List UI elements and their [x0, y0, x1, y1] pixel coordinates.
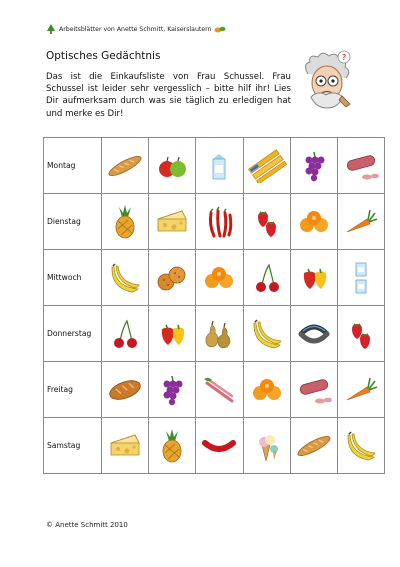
pineapple-icon — [149, 429, 195, 463]
cheese-icon — [149, 205, 195, 239]
strawberries-icon — [338, 317, 384, 351]
schedule-row — [44, 306, 385, 362]
header-text: Arbeitsblätter von Anette Schmitt, Kaiserslautern — [59, 25, 212, 33]
bread-loaf-icon — [102, 373, 148, 407]
pineapple-icon — [102, 205, 148, 239]
grapes-icon — [149, 373, 195, 407]
tree-icon — [46, 24, 56, 34]
leaf-icon — [214, 25, 226, 34]
food-cell — [290, 306, 337, 362]
copyright-footer: © Anette Schmitt 2010 — [46, 521, 128, 529]
cheese-sticks-icon — [244, 149, 290, 183]
food-cell — [149, 306, 196, 362]
food-cell — [149, 138, 196, 194]
schedule-row — [44, 362, 385, 418]
food-cell — [337, 306, 384, 362]
sausage-icon — [291, 373, 337, 407]
day-label: Samstag — [44, 418, 102, 474]
food-cell — [149, 194, 196, 250]
food-cell — [243, 418, 290, 474]
food-cell — [243, 194, 290, 250]
food-cell — [196, 250, 243, 306]
food-cell — [337, 418, 384, 474]
carrot-icon — [338, 373, 384, 407]
milk-carton-icon — [196, 149, 242, 183]
schedule-row — [44, 250, 385, 306]
baguette-icon — [291, 429, 337, 463]
food-cell — [149, 250, 196, 306]
food-cell — [196, 306, 243, 362]
sausage-links-icon — [291, 317, 337, 351]
sausage-icon — [338, 149, 384, 183]
cookies-icon — [149, 261, 195, 295]
oranges-icon — [291, 205, 337, 239]
forgetful-professor-icon — [298, 50, 358, 116]
bananas-icon — [102, 261, 148, 295]
page-title: Optisches Gedächtnis — [46, 50, 161, 62]
day-label: Dienstag — [44, 194, 102, 250]
food-cell — [337, 194, 384, 250]
grapes-icon — [291, 149, 337, 183]
food-cell — [149, 418, 196, 474]
page-header — [46, 24, 226, 34]
food-cell — [290, 138, 337, 194]
apples-icon — [149, 149, 195, 183]
baguette-icon — [102, 149, 148, 183]
cherries-icon — [244, 261, 290, 295]
food-cell — [290, 362, 337, 418]
food-cell — [102, 418, 149, 474]
bell-peppers-icon — [149, 317, 195, 351]
food-cell — [102, 306, 149, 362]
schedule-row — [44, 194, 385, 250]
food-cell — [290, 194, 337, 250]
schedule-row — [44, 418, 385, 474]
carrot-icon — [338, 205, 384, 239]
intro-text: Das ist die Einkaufsliste von Frau Schussel. Frau Schussel ist leider sehr vergesslich – bitte hilf ihr! Lies Dir aufmerksam durch was sie täglich zu erledigen hat und merke es Dir! — [46, 72, 291, 119]
food-cell — [243, 362, 290, 418]
food-cell — [243, 138, 290, 194]
food-cell — [102, 250, 149, 306]
sausage-ring-icon — [196, 429, 242, 463]
shopping-schedule-table — [43, 137, 385, 474]
food-cell — [196, 362, 243, 418]
food-cell — [196, 138, 243, 194]
bananas-icon — [244, 317, 290, 351]
cheese-icon — [102, 429, 148, 463]
cherries-icon — [102, 317, 148, 351]
bell-peppers-icon — [291, 261, 337, 295]
food-cell — [102, 194, 149, 250]
food-cell — [290, 418, 337, 474]
food-cell — [243, 306, 290, 362]
ice-cream-icon — [244, 429, 290, 463]
food-cell — [196, 418, 243, 474]
food-cell — [102, 362, 149, 418]
milk-cartons-icon — [338, 261, 384, 295]
schedule-row — [44, 138, 385, 194]
day-label: Freitag — [44, 362, 102, 418]
strawberries-icon — [244, 205, 290, 239]
chili-peppers-icon — [196, 205, 242, 239]
food-cell — [337, 138, 384, 194]
oranges-icon — [196, 261, 242, 295]
day-label: Montag — [44, 138, 102, 194]
food-cell — [337, 362, 384, 418]
food-cell — [337, 250, 384, 306]
food-cell — [149, 362, 196, 418]
pears-icon — [196, 317, 242, 351]
day-label: Donnerstag — [44, 306, 102, 362]
rhubarb-icon — [196, 373, 242, 407]
food-cell — [102, 138, 149, 194]
day-label: Mittwoch — [44, 250, 102, 306]
bananas-icon — [338, 429, 384, 463]
food-cell — [243, 250, 290, 306]
oranges-icon — [244, 373, 290, 407]
food-cell — [196, 194, 243, 250]
food-cell — [290, 250, 337, 306]
svg-text:?: ? — [341, 53, 347, 62]
